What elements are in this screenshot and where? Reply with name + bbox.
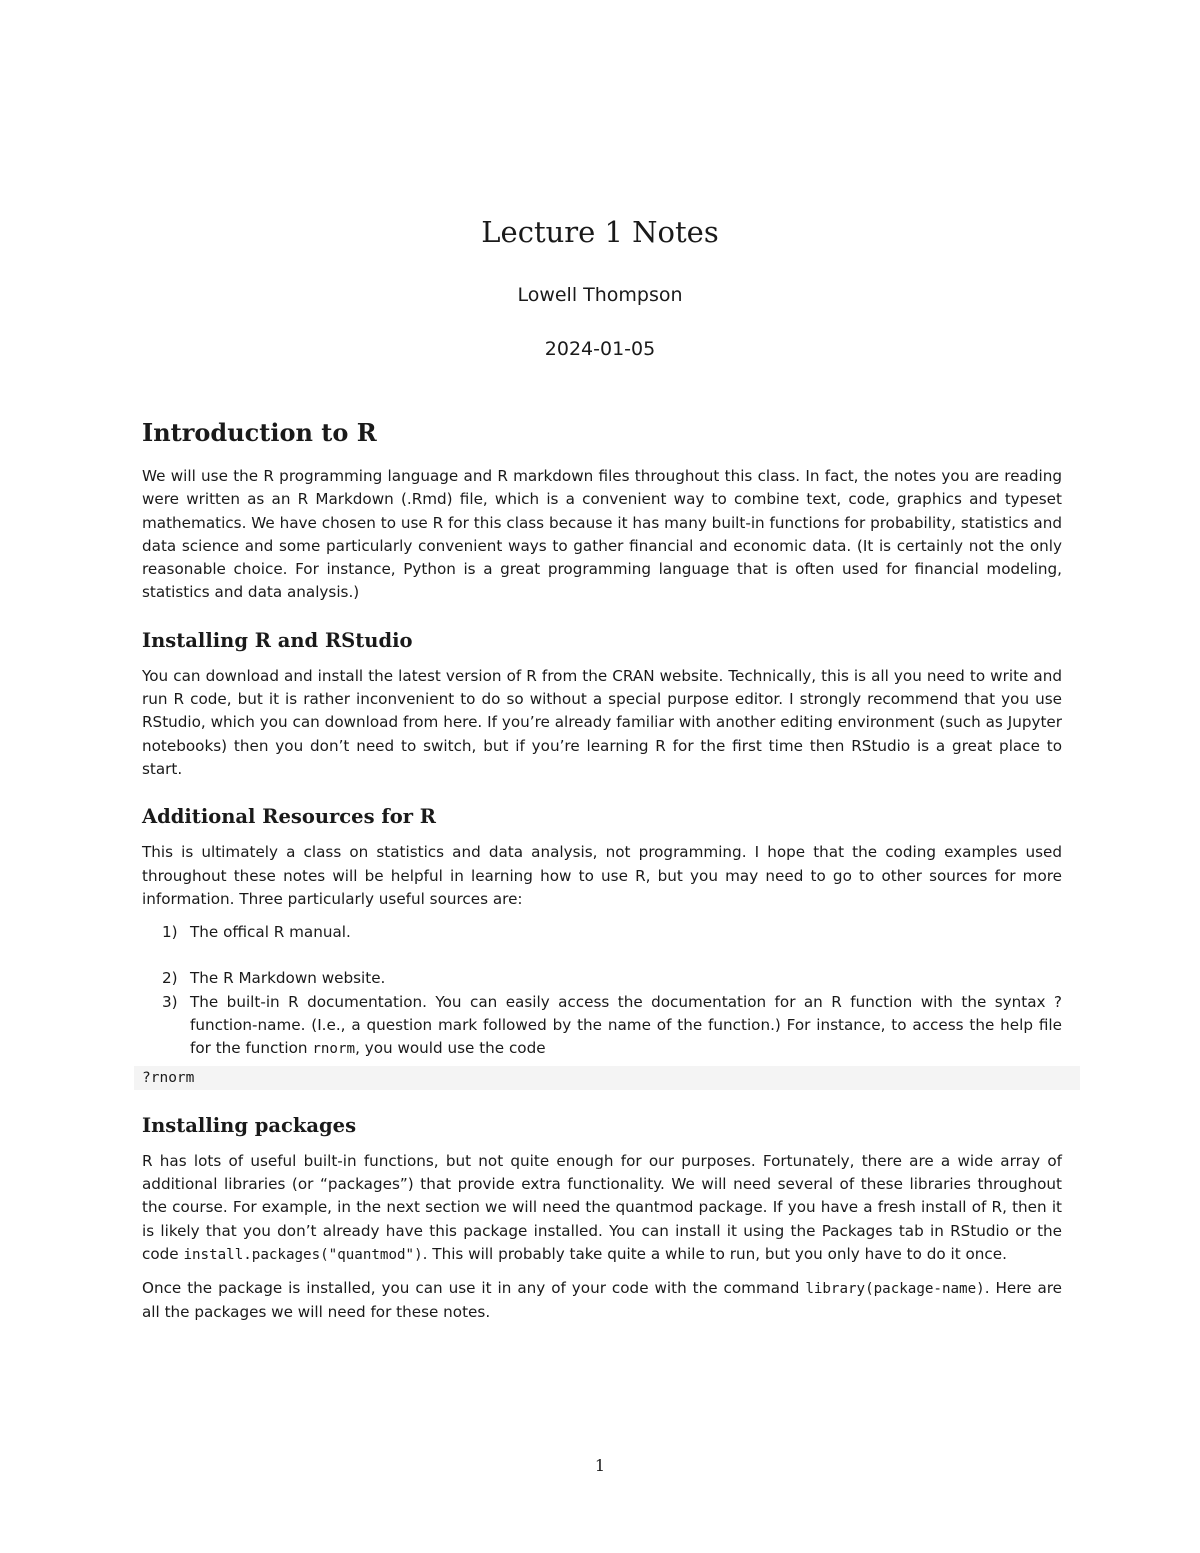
library-paragraph	[142, 1277, 1062, 1325]
list-item-text: , you would use the code	[355, 1039, 546, 1058]
list-item-text: The R Markdown website.	[190, 969, 386, 988]
inline-code: rnorm	[312, 1041, 356, 1058]
code-block: ?rnorm	[134, 1066, 1080, 1090]
document-author: Lowell Thompson	[517, 284, 683, 306]
inline-code: install.packages("quantmod")	[183, 1246, 423, 1263]
document-title: Lecture 1 Notes	[481, 215, 719, 249]
resources-list	[142, 921, 1062, 1061]
subsection-heading-packages: Installing packages	[142, 1113, 357, 1137]
list-item-text: The offical R manual.	[190, 923, 351, 942]
document-date: 2024-01-05	[544, 338, 656, 360]
list-item-number: 1)	[162, 923, 178, 942]
title-block	[0, 212, 1200, 362]
section-heading-intro: Introduction to R	[142, 418, 377, 447]
document-body	[142, 415, 1062, 1335]
list-item	[142, 921, 1062, 944]
resources-paragraph: This is ultimately a class on statistics and data analysis, not programming. I hope that the coding examples used throughout these notes will be helpful in learning how to use R, but you may need to go to other sources for more information. Three particularly useful sources are:	[142, 843, 1062, 908]
list-item-number: 3)	[162, 992, 178, 1011]
list-item-text: The built-in R documentation. You can easily access the documentation for an R function with the syntax ?function-name. (I.e., a question mark followed by the name of the function.) For instance, to access the help file for the function	[190, 992, 1062, 1058]
paragraph-text: Once the package is installed, you can use it in any of your code with the command	[142, 1279, 806, 1298]
list-item	[142, 991, 1062, 1062]
subsection-heading-installing: Installing R and RStudio	[142, 628, 413, 652]
inline-code: library(package-name)	[805, 1281, 985, 1298]
intro-paragraph: We will use the R programming language and R markdown files throughout this class. In fact, the notes you are reading were written as an R Markdown (.Rmd) file, which is a convenient way to combine text, code, graphics and typeset mathematics. We have chosen to use R for this class because it has many built-in functions for probability, statistics and data science and some particularly convenient ways to gather financial and economic data. (It is certainly not the only reasonable choice. For instance, Python is a great programming language that is often used for financial modeling, statistics and data analysis.)	[142, 467, 1062, 602]
paragraph-text: . Here are all the packages we will need for these notes.	[142, 1279, 1063, 1322]
paragraph-text: . This will probably take quite a while to run, but you only have to do it once.	[422, 1244, 1007, 1263]
subsection-heading-resources: Additional Resources for R	[142, 805, 436, 829]
page-number: 1	[594, 1456, 606, 1475]
paragraph-text: R has lots of useful built-in functions, but not quite enough for our purposes. Fortunately, there are a wide array of additional libraries (or “packages”) that provide extra functionality. We will need several of these libraries throughout the course. For example, in the next section we will need the quantmod package. If you have a fresh install of R, then it is likely that you don’t already have this package installed. You can install it using the Packages tab in RStudio or the code	[142, 1151, 1062, 1263]
list-item-number: 2)	[162, 969, 178, 988]
packages-paragraph	[142, 1150, 1062, 1267]
installing-paragraph: You can download and install the latest version of R from the CRAN website. Technically, this is all you need to write and run R code, but it is rather inconvenient to do so without a special purpose editor. I strongly recommend that you use RStudio, which you can download from here. If you’re already familiar with another editing environment (such as Jupyter notebooks) then you don’t need to switch, but if you’re learning R for the first time then RStudio is a great place to start.	[142, 666, 1062, 778]
list-item	[142, 967, 1062, 990]
